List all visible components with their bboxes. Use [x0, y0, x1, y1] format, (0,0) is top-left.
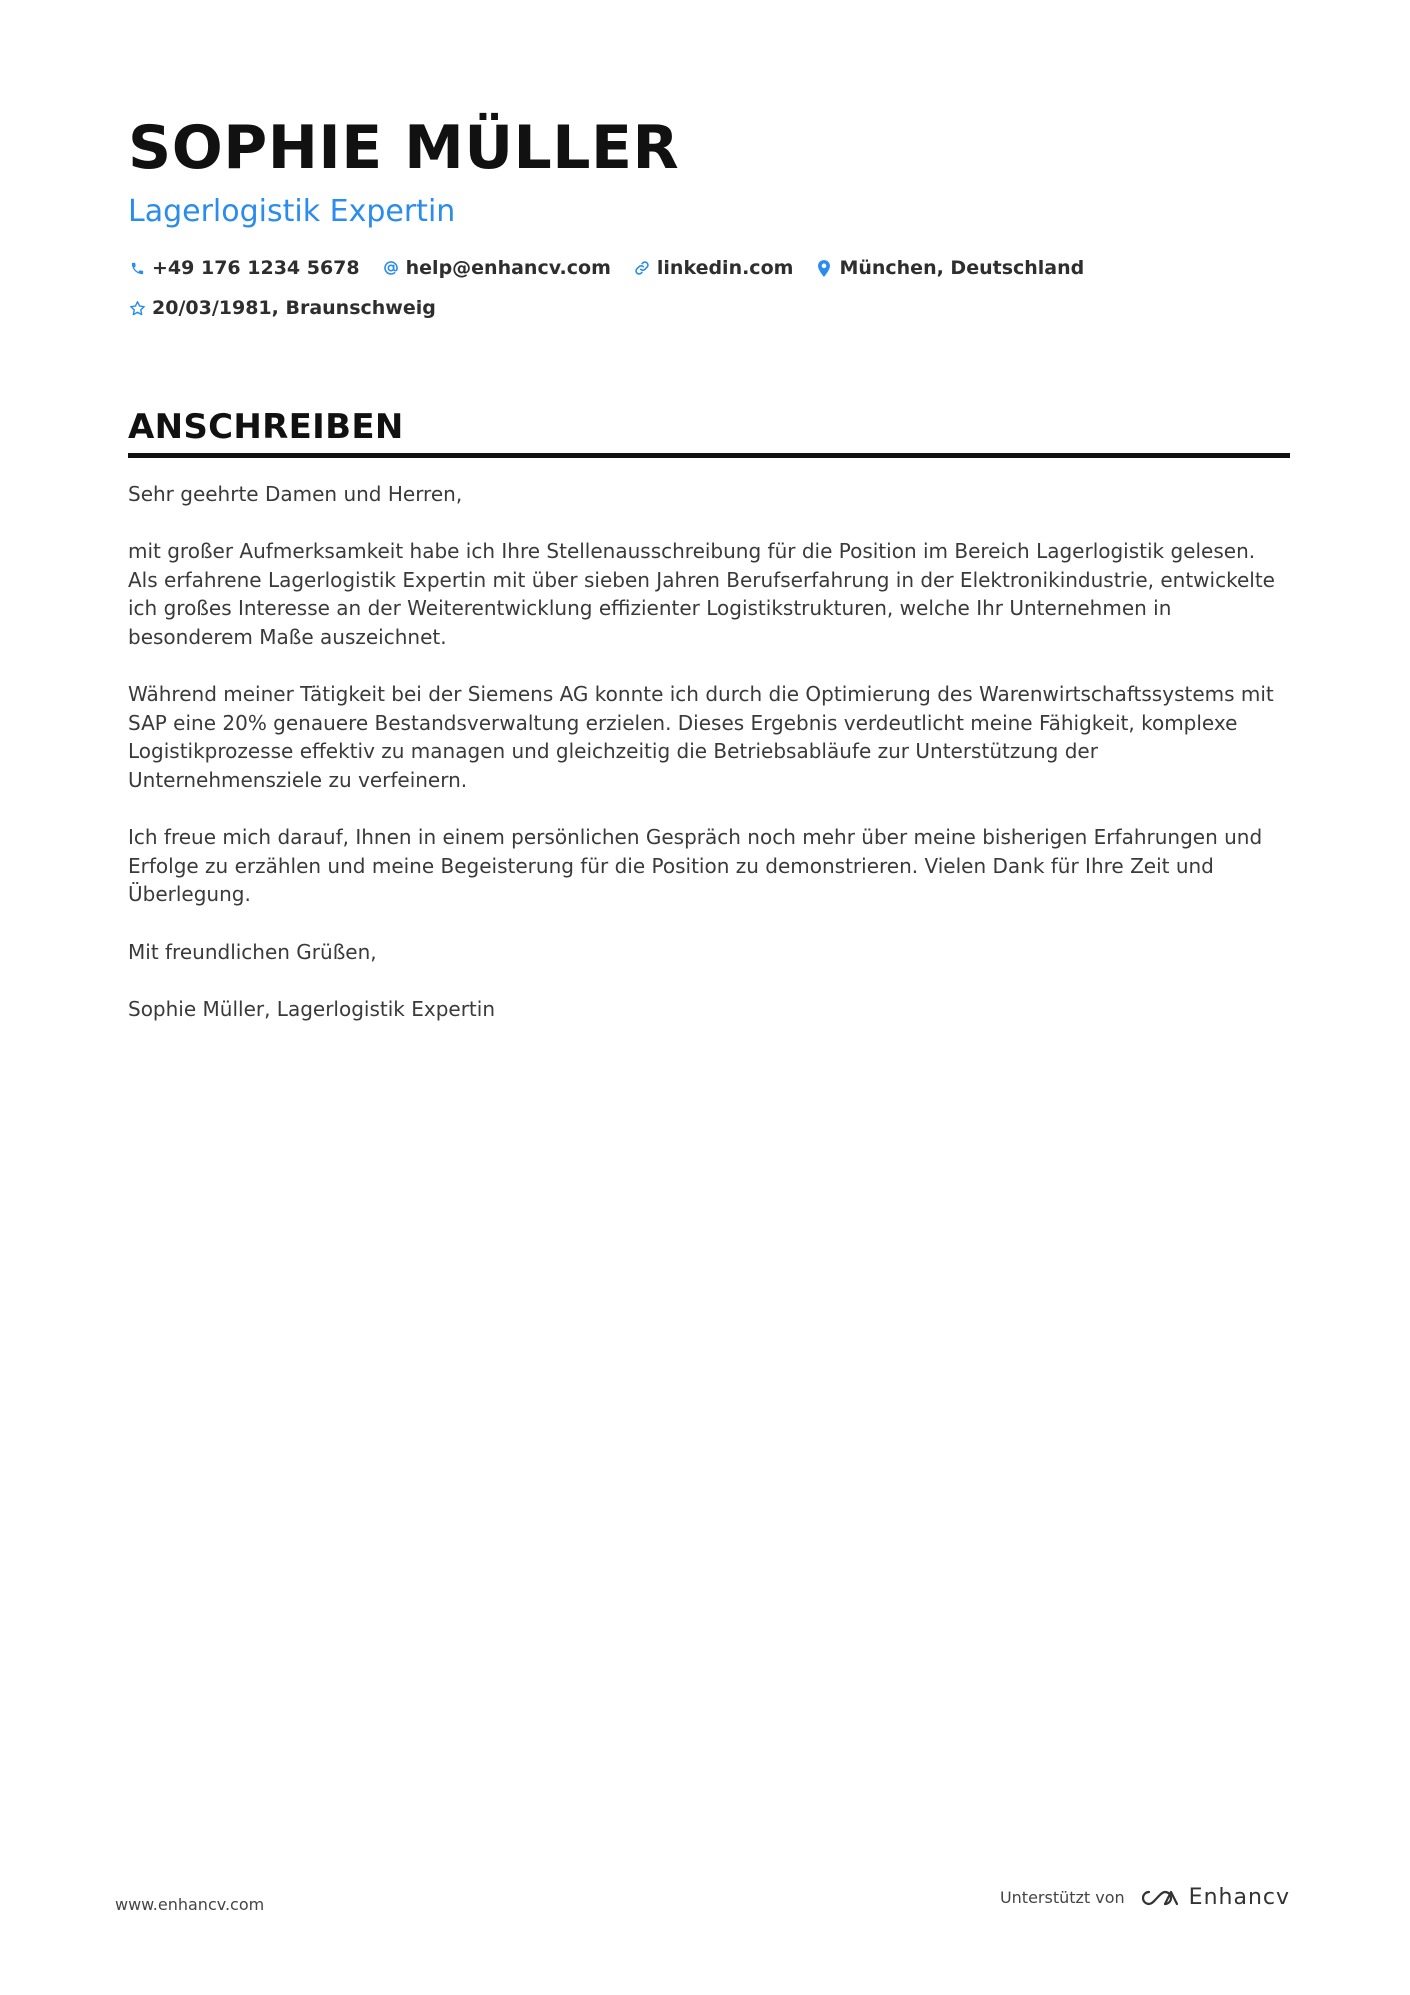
letter-signature: Sophie Müller, Lagerlogistik Expertin [128, 996, 496, 1021]
section-divider [128, 453, 1290, 458]
contact-row-2 [128, 294, 1290, 322]
location-pin-icon [815, 258, 833, 278]
letter-body [128, 480, 1290, 1023]
job-title: Lagerlogistik Expertin [128, 194, 456, 229]
header [128, 112, 1290, 322]
contact-birth-text: 20/03/1981, Braunschweig [152, 297, 436, 319]
contact-email[interactable] [382, 257, 611, 279]
letter-salutation: Sehr geehrte Damen und Herren, [128, 482, 463, 506]
applicant-name: SOPHIE MÜLLER [128, 113, 680, 183]
contact-birth [128, 297, 436, 319]
contact-linkedin-text[interactable]: linkedin.com [656, 257, 794, 279]
brand-name: Enhancv [1188, 1885, 1290, 1910]
at-icon [382, 258, 400, 278]
letter-paragraph: Während meiner Tätigkeit bei der Siemens AG konnte ich durch die Optimierung des Warenwirtschaftssystems mit SAP eine 20% genauere Bestandsverwaltung erzielen. Dieses Ergebnis verdeutlicht meine Fähigkeit, komplexe Logistikprozesse effektiv zu managen und gleichzeitig die Betriebsabläufe zur Unterstützung der Unternehmensziele zu verfeinern. [128, 682, 1274, 792]
cover-letter-section [128, 405, 1290, 1052]
link-icon [633, 258, 651, 278]
contact-phone-text: +49 176 1234 5678 [152, 257, 360, 279]
footer-website[interactable]: www.enhancv.com [115, 1895, 265, 1914]
star-icon [128, 298, 146, 318]
letter-closing: Mit freundlichen Grüßen, [128, 939, 377, 964]
contact-location-text: München, Deutschland [839, 257, 1085, 279]
contact-email-text[interactable]: help@enhancv.com [405, 257, 611, 279]
footer-branding[interactable] [1000, 1885, 1290, 1910]
section-title: ANSCHREIBEN [128, 407, 404, 447]
enhancv-logo-icon [1137, 1886, 1181, 1910]
powered-by-label: Unterstützt von [999, 1888, 1125, 1907]
contact-row-1 [128, 254, 1290, 282]
contact-linkedin[interactable] [633, 257, 794, 279]
contact-location [815, 257, 1084, 279]
letter-paragraph: Ich freue mich darauf, Ihnen in einem persönlichen Gespräch noch mehr über meine bisherigen Erfahrungen und Erfolge zu erzählen und meine Begeisterung für die Position zu demonstrieren. Vielen Dank für Ihre Zeit und Überlegung. [128, 825, 1263, 907]
letter-paragraph: mit großer Aufmerksamkeit habe ich Ihre Stellenausschreibung für die Position im Bereich Lagerlogistik gelesen. Als erfahrene Lagerlogistik Expertin mit über sieben Jahren Berufserfahrung in der Elektronikindustrie, entwickelte ich großes Interesse an der Weiterentwicklung effizienter Logistikstrukturen, welche Ihr Unternehmen in besonderem Maße auszeichnet. [128, 539, 1275, 649]
contact-phone [128, 257, 360, 279]
phone-icon [128, 258, 146, 278]
